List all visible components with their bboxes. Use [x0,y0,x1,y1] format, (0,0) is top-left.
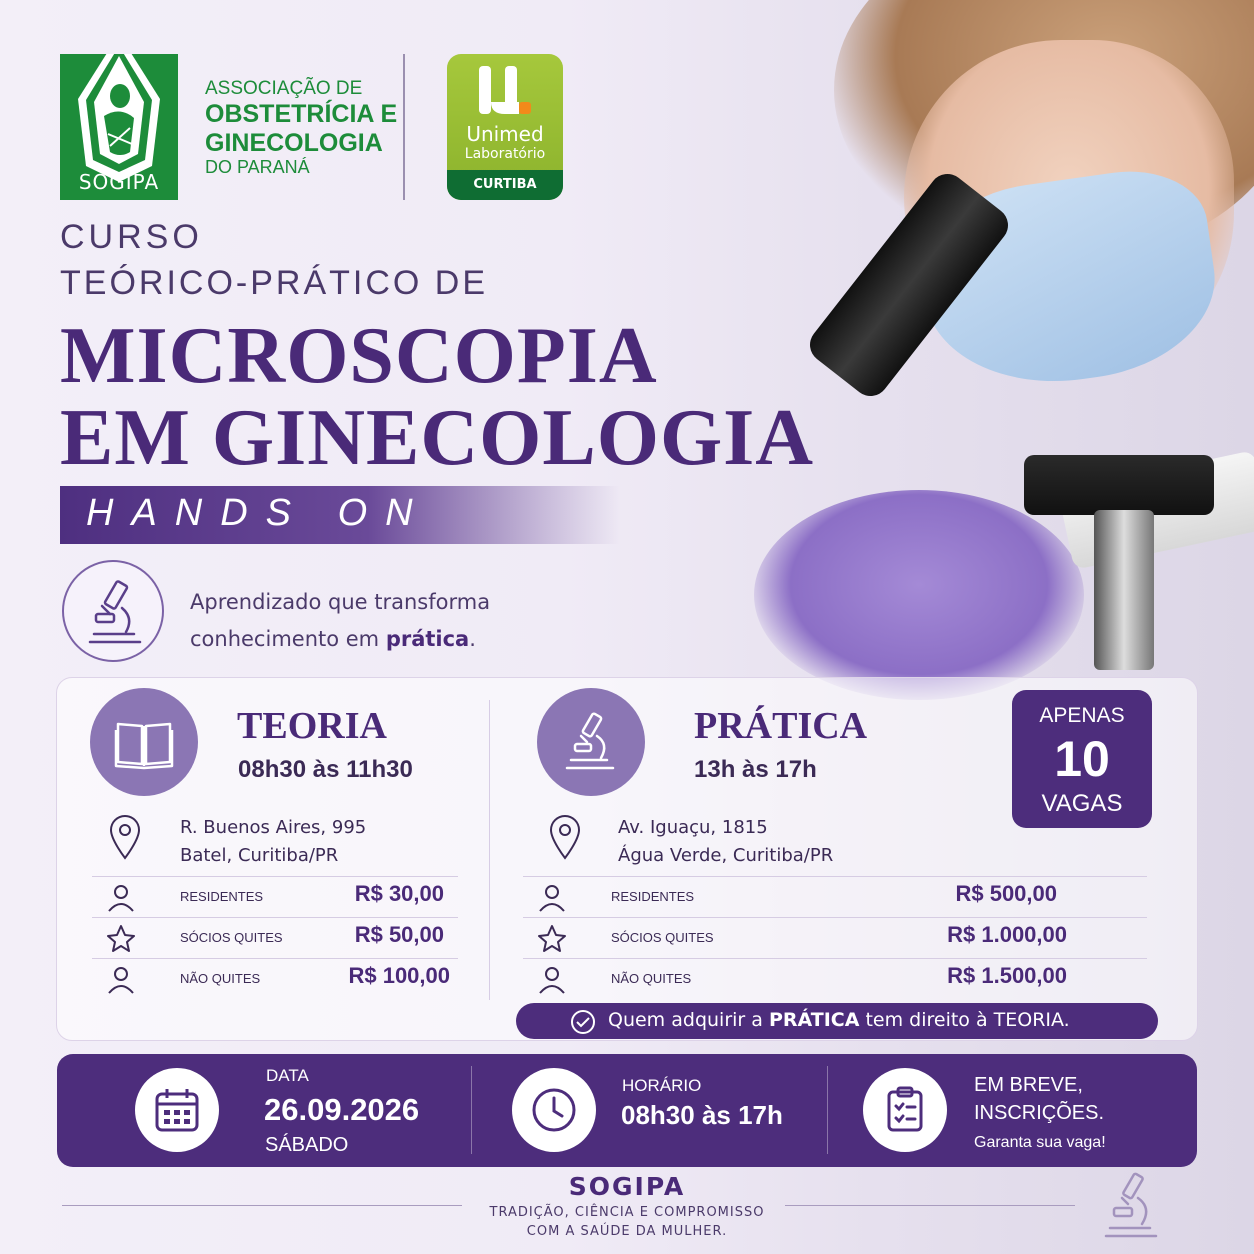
star-icon [537,924,567,954]
association-line-1: ASSOCIAÇÃO DE [205,78,363,99]
lab-photo [694,0,1254,700]
date-label: DATA [266,1066,309,1085]
footer-line-1: TRADIÇÃO, CIÊNCIA E COMPROMISSO [489,1205,765,1220]
unimed-sub: Laboratório [464,146,546,162]
calendar-circle [135,1068,219,1152]
photo-microscope-objective [1094,510,1154,670]
user-icon [537,965,567,995]
teoria-icon-circle [90,688,198,796]
inscr-line-3: Garanta sua vaga! [974,1134,1106,1151]
tagline-prefix: conhecimento em [190,626,386,651]
teoria-price-row [92,876,458,915]
vagas-bottom: VAGAS [1041,790,1123,817]
association-line-4: DO PARANÁ [205,157,310,178]
unimed-logo [447,54,563,200]
note-bold: PRÁTICA [768,1009,860,1031]
association-name [205,78,397,178]
teoria-title: TEORIA [237,705,387,747]
pratica-address [618,814,833,870]
title-big-2: EM GINECOLOGIA [60,394,815,482]
teoria-time: 08h30 às 11h30 [238,756,413,783]
clipboard-circle [863,1068,947,1152]
card-divider [489,700,490,1000]
clock-circle [512,1068,596,1152]
teoria-price-label: SÓCIOS QUITES [180,930,283,945]
pratica-price-label: SÓCIOS QUITES [611,930,714,945]
pratica-price-row [523,917,1147,956]
pratica-price-label: RESIDENTES [611,889,695,904]
info-bar [57,1054,1197,1167]
time-value: 08h30 às 17h [621,1100,783,1130]
calendar-icon [153,1086,201,1134]
pratica-price-row [523,958,1147,997]
teoria-price-value: R$ 30,00 [354,881,444,906]
pratica-price-value: R$ 500,00 [955,881,1057,906]
teoria-price-label: RESIDENTES [180,889,264,904]
microscope-icon [64,562,162,660]
vagas-number: 10 [1054,731,1110,787]
photo-microscope-stage [1024,455,1214,515]
photo-glove [754,490,1084,700]
title-line-1: CURSO [60,218,203,256]
note-suffix: tem direito à TEORIA. [859,1009,1070,1031]
title-line-2: TEÓRICO-PRÁTICO DE [60,264,489,302]
date-value: 26.09.2026 [264,1092,420,1127]
check-circle-icon [570,1009,596,1035]
user-icon [106,965,136,995]
clipboard-icon [881,1086,929,1134]
teoria-price-value: R$ 100,00 [348,963,450,988]
tagline-bold: prática [385,626,470,651]
unimed-name: Unimed [466,122,544,146]
hands-on-banner [60,486,620,544]
title-big-1: MICROSCOPIA [60,312,658,400]
pratica-price-value: R$ 1.500,00 [947,963,1067,988]
sogipa-logo-text: SOGIPA [78,170,160,194]
pratica-time: 13h às 17h [694,756,817,783]
book-icon [114,712,174,772]
clock-icon [530,1086,578,1134]
user-icon [106,883,136,913]
tagline-line-1: Aprendizado que transforma [190,590,491,614]
pratica-icon-circle [537,688,645,796]
pratica-address-line-1: Av. Iguaçu, 1815 [618,817,768,838]
bar-divider [471,1066,472,1154]
inscr-line-1: EM BREVE, [974,1074,1083,1096]
inscr-line-2: INSCRIÇÕES. [974,1102,1105,1124]
vagas-top: APENAS [1039,704,1125,727]
teoria-price-row [92,958,458,997]
footer-title: SOGIPA [568,1172,686,1201]
footer-line-2: COM A SAÚDE DA MULHER. [526,1224,728,1239]
pratica-note [516,1003,1158,1039]
association-line-2: OBSTETRÍCIA E [205,99,398,128]
pratica-price-row [523,876,1147,915]
teoria-address-line-1: R. Buenos Aires, 995 [180,817,367,838]
vagas-badge [1012,690,1152,828]
microscope-icon [1100,1170,1162,1242]
unimed-u-icon [475,62,535,120]
time-label: HORÁRIO [622,1076,702,1095]
teoria-address [180,814,366,870]
pratica-price-label: NÃO QUITES [611,971,692,986]
tagline [190,584,490,658]
user-icon [537,883,567,913]
tagline-line-2 [190,621,490,658]
hands-on-text: HANDS ON [86,492,431,534]
note-text [608,1009,1070,1031]
association-line-3: GINECOLOGIA [205,128,383,157]
microscope-circle [62,560,164,662]
header-divider [403,54,405,200]
tagline-suffix: . [469,626,476,651]
unimed-city: CURTIBA [447,170,563,200]
date-weekday: SÁBADO [265,1134,349,1156]
pratica-address-line-2: Água Verde, Curitiba/PR [618,844,834,866]
teoria-price-label: NÃO QUITES [180,971,261,986]
pratica-title: PRÁTICA [694,705,868,747]
teoria-price-row [92,917,458,956]
location-pin-icon [108,814,142,860]
teoria-address-line-2: Batel, Curitiba/PR [180,844,339,866]
pratica-price-value: R$ 1.000,00 [947,922,1067,947]
sogipa-logo [60,54,178,200]
microscope-icon [561,712,621,772]
star-icon [106,924,136,954]
teoria-price-value: R$ 50,00 [354,922,444,947]
note-prefix: Quem adquirir a [608,1009,769,1031]
bar-divider [827,1066,828,1154]
location-pin-icon [548,814,582,860]
